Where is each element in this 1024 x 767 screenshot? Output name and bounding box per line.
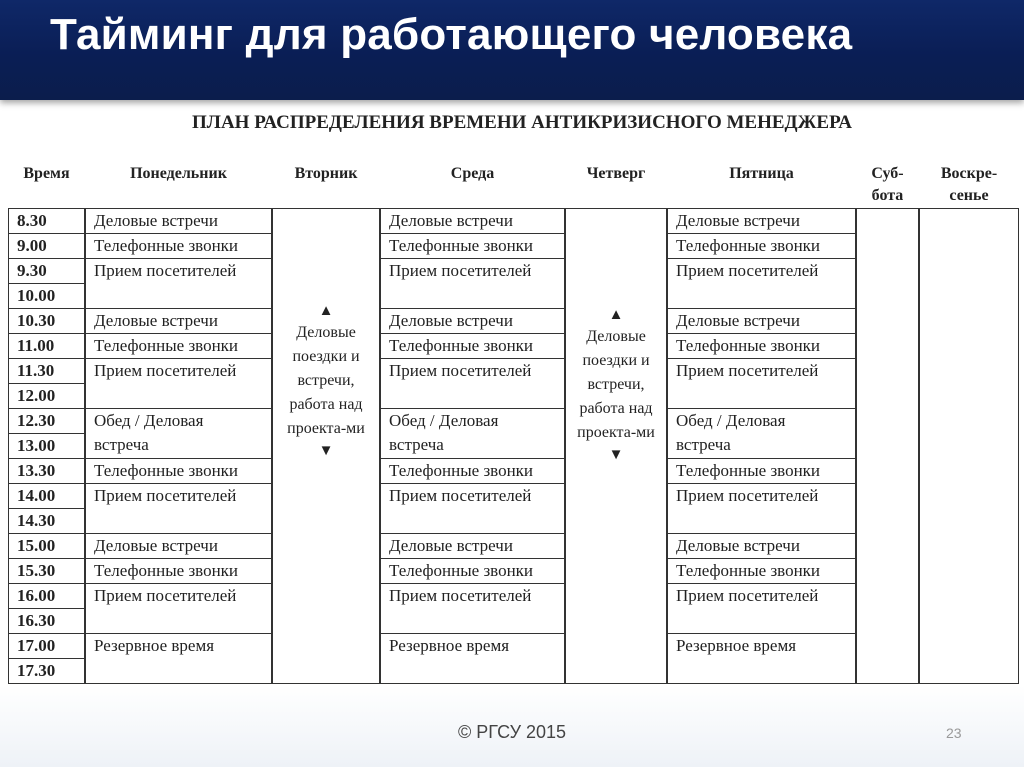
activity-cell: Прием посетителей <box>85 258 272 309</box>
activity-cell: Прием посетителей <box>380 358 565 409</box>
activity-cell: Прием посетителей <box>667 358 856 409</box>
activity-cell: Прием посетителей <box>85 358 272 409</box>
activity-cell: Телефонные звонки <box>667 558 856 584</box>
time-cell: 9.00 <box>8 233 85 259</box>
activity-cell: Прием посетителей <box>85 583 272 634</box>
time-cell: 16.00 <box>8 583 85 609</box>
column-header: Понедельник <box>130 165 227 182</box>
activity-cell: Прием посетителей <box>380 483 565 534</box>
activity-cell: Резервное время <box>85 633 272 684</box>
arrow-up-icon: ▲ <box>608 307 624 323</box>
merged-cell-text: Деловые поездки и встречи, работа над проекта-ми <box>577 328 655 441</box>
column-header: Воскре- сенье <box>940 165 998 204</box>
activity-cell: Прием посетителей <box>380 258 565 309</box>
activity-cell: Телефонные звонки <box>85 558 272 584</box>
merged-cell-text: Деловые поездки и встречи, работа над проекта-ми <box>287 324 365 437</box>
column-header: Пятница <box>729 165 794 182</box>
activity-cell: Телефонные звонки <box>85 233 272 259</box>
activity-cell: Деловые встречи <box>667 533 856 559</box>
time-cell: 15.00 <box>8 533 85 559</box>
time-cell: 17.30 <box>8 658 85 684</box>
time-cell: 14.00 <box>8 483 85 509</box>
time-cell: 8.30 <box>8 208 85 234</box>
activity-cell: Резервное время <box>667 633 856 684</box>
saturday-column <box>856 208 919 684</box>
time-cell: 9.30 <box>8 258 85 284</box>
arrow-down-icon: ▼ <box>608 447 624 463</box>
activity-cell: Прием посетителей <box>667 483 856 534</box>
time-cell: 15.30 <box>8 558 85 584</box>
sunday-column <box>919 208 1019 684</box>
activity-cell: Телефонные звонки <box>380 233 565 259</box>
thursday-merged-cell <box>565 208 667 684</box>
time-cell: 13.00 <box>8 433 85 459</box>
arrow-up-icon: ▲ <box>318 303 334 319</box>
activity-cell: Телефонные звонки <box>85 333 272 359</box>
time-cell: 14.30 <box>8 508 85 534</box>
time-cell: 12.00 <box>8 383 85 409</box>
activity-cell: Деловые встречи <box>85 208 272 234</box>
activity-cell: Телефонные звонки <box>667 458 856 484</box>
tuesday-merged-cell <box>272 208 380 684</box>
time-cell: 16.30 <box>8 608 85 634</box>
activity-cell: Обед / Деловая встреча <box>380 408 565 459</box>
activity-cell: Телефонные звонки <box>667 333 856 359</box>
column-header: Время <box>23 165 70 182</box>
activity-cell: Прием посетителей <box>85 483 272 534</box>
time-cell: 12.30 <box>8 408 85 434</box>
activity-cell: Обед / Деловая встреча <box>85 408 272 459</box>
time-cell: 17.00 <box>8 633 85 659</box>
activity-cell: Телефонные звонки <box>667 233 856 259</box>
activity-cell: Прием посетителей <box>667 258 856 309</box>
activity-cell: Телефонные звонки <box>380 558 565 584</box>
plan-title: ПЛАН РАСПРЕДЕЛЕНИЯ ВРЕМЕНИ АНТИКРИЗИСНОГО МЕНЕДЖЕРА <box>192 112 852 133</box>
column-header: Среда <box>450 165 495 182</box>
time-cell: 11.30 <box>8 358 85 384</box>
activity-cell: Телефонные звонки <box>85 458 272 484</box>
page-number: 23 <box>946 725 962 741</box>
activity-cell: Обед / Деловая встреча <box>667 408 856 459</box>
column-header: Суб- бота <box>871 165 904 204</box>
activity-cell: Прием посетителей <box>380 583 565 634</box>
slide-footer: © РГСУ 2015 <box>457 722 567 742</box>
activity-cell: Деловые встречи <box>667 308 856 334</box>
activity-cell: Деловые встречи <box>85 533 272 559</box>
activity-cell: Телефонные звонки <box>380 333 565 359</box>
time-cell: 10.00 <box>8 283 85 309</box>
activity-cell: Деловые встречи <box>380 533 565 559</box>
time-cell: 10.30 <box>8 308 85 334</box>
activity-cell: Телефонные звонки <box>380 458 565 484</box>
activity-cell: Деловые встречи <box>380 308 565 334</box>
time-cell: 11.00 <box>8 333 85 359</box>
activity-cell: Деловые встречи <box>85 308 272 334</box>
activity-cell: Резервное время <box>380 633 565 684</box>
activity-cell: Деловые встречи <box>667 208 856 234</box>
arrow-down-icon: ▼ <box>318 443 334 459</box>
column-header: Вторник <box>294 165 358 182</box>
activity-cell: Прием посетителей <box>667 583 856 634</box>
slide-title: Тайминг для работающего человека <box>50 10 853 59</box>
activity-cell: Деловые встречи <box>380 208 565 234</box>
column-header: Четверг <box>586 165 646 182</box>
time-cell: 13.30 <box>8 458 85 484</box>
